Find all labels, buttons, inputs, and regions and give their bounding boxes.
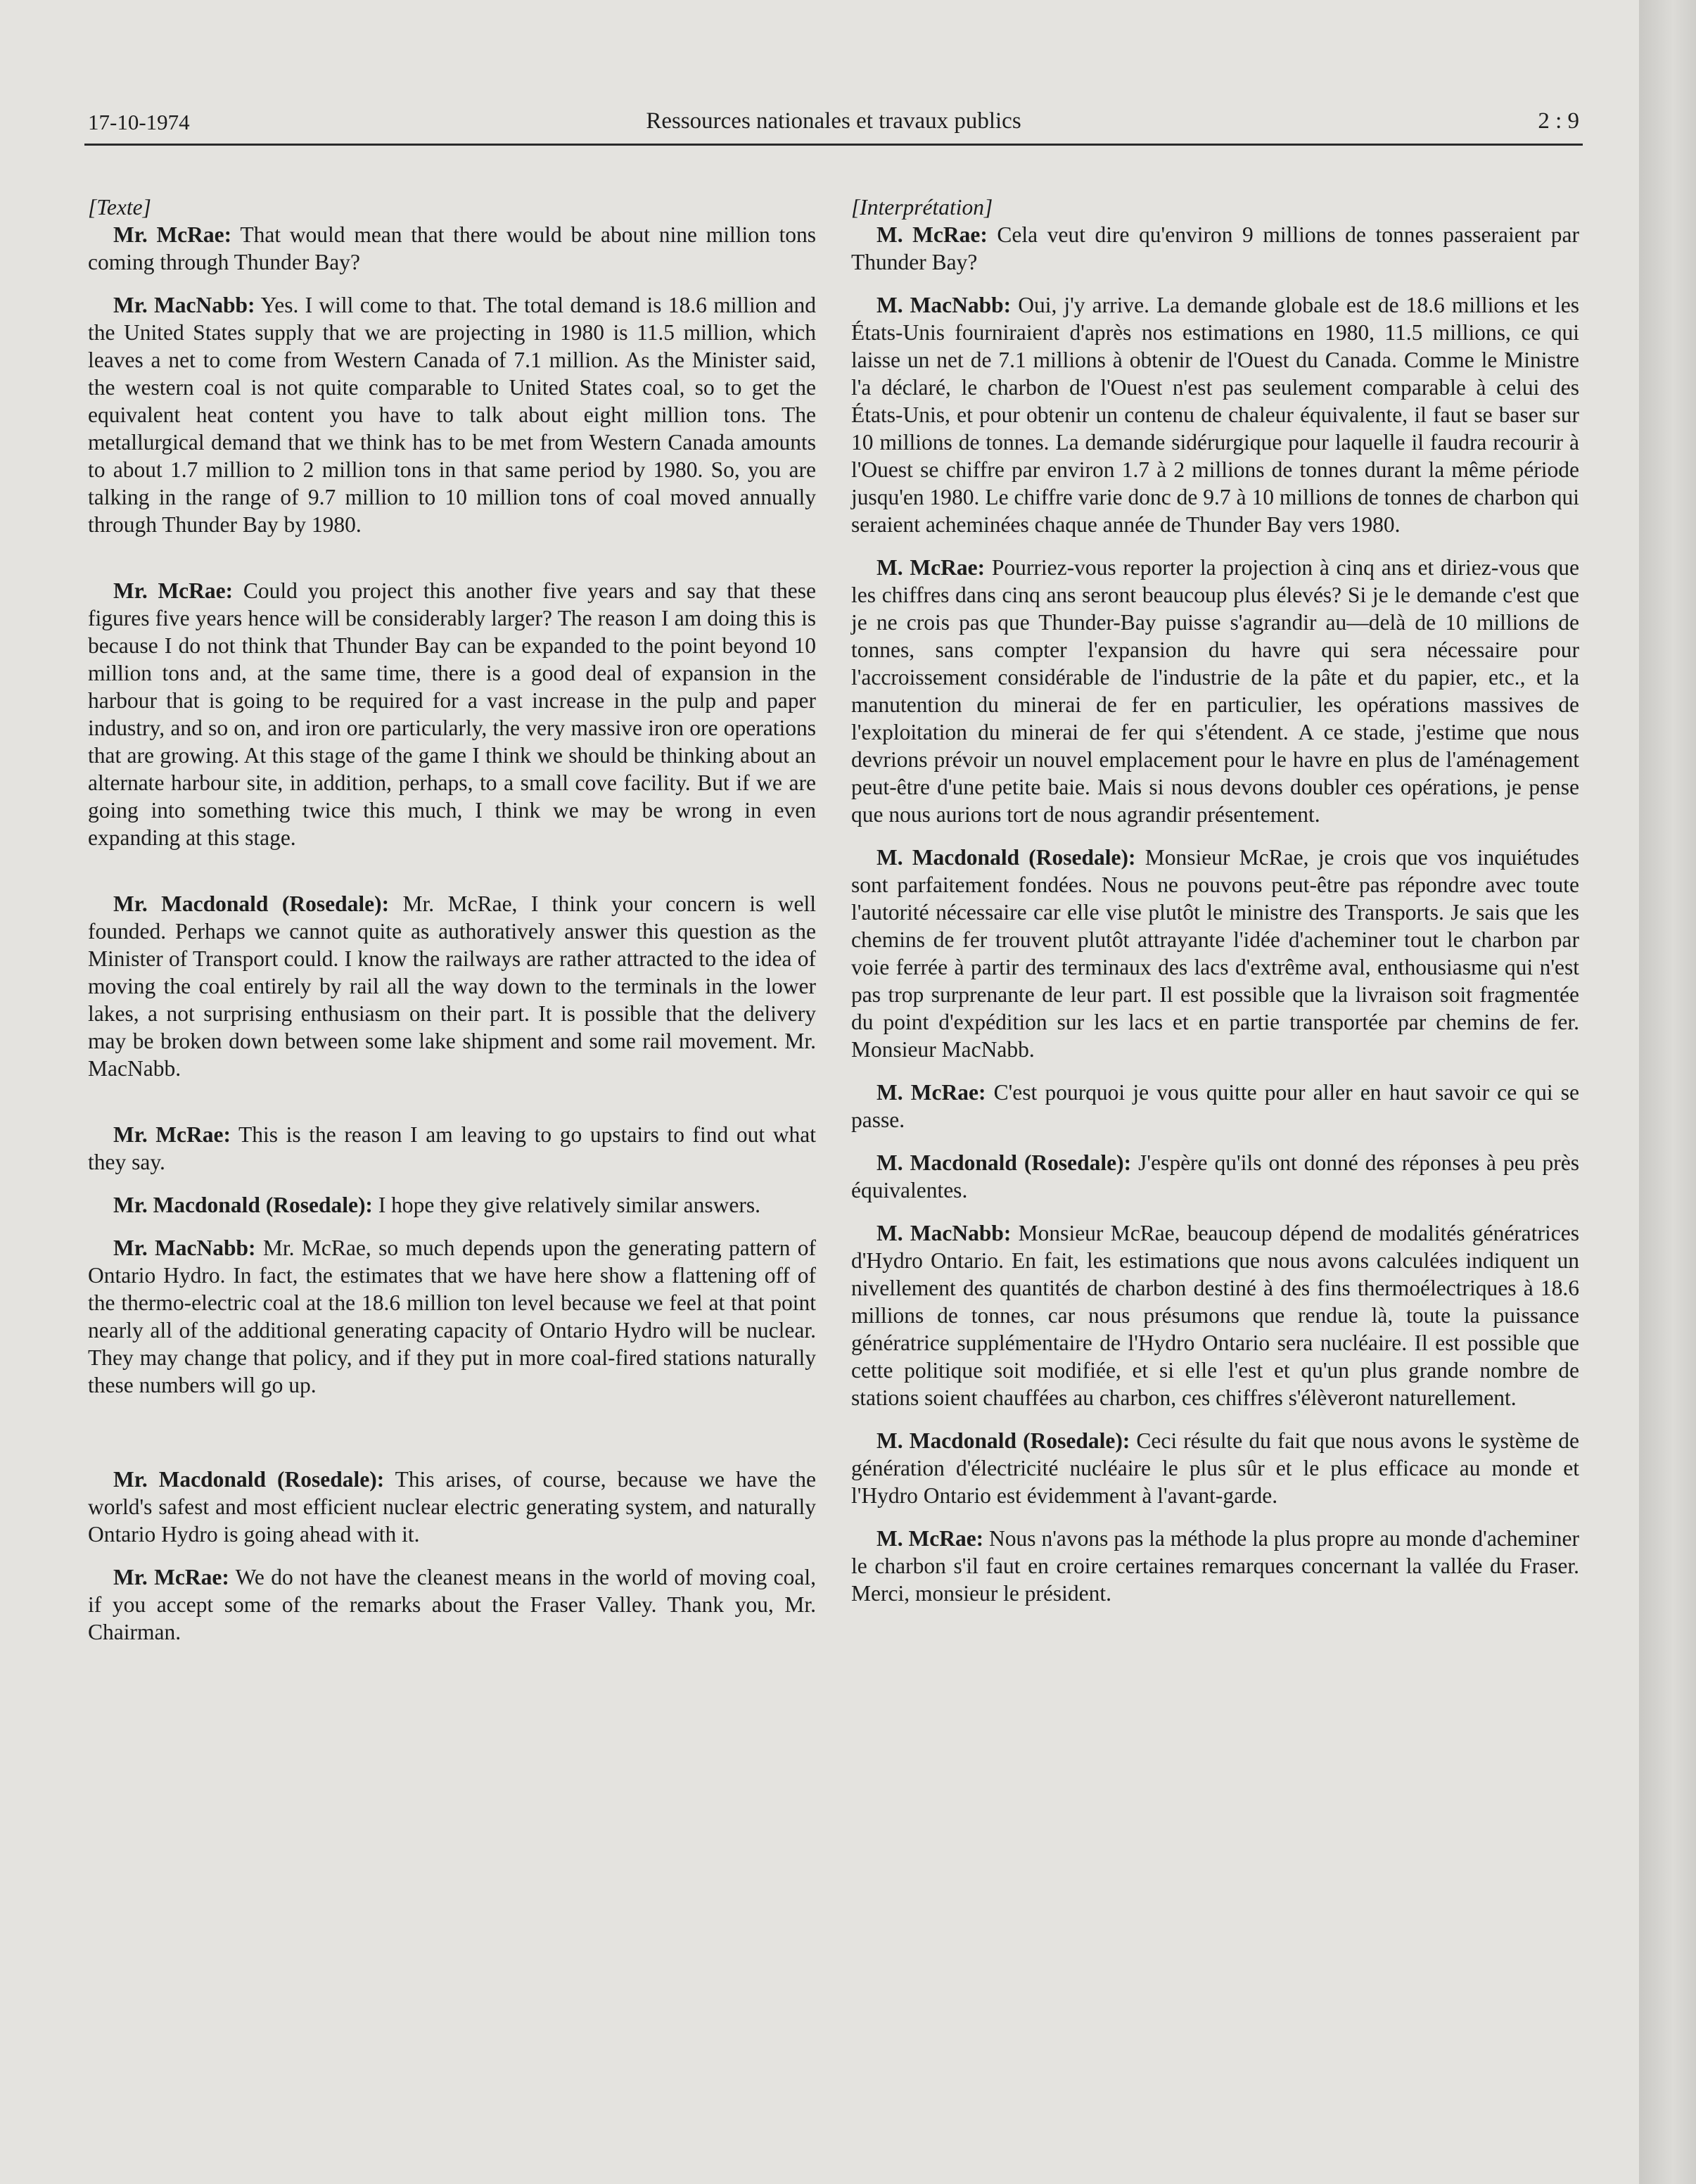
paragraph bbox=[88, 1234, 816, 1399]
paragraph-text: J'espère qu'ils ont donné des réponses à peu près équivalentes. bbox=[851, 1150, 1579, 1202]
speaker: Mr. McRae: bbox=[113, 1122, 231, 1147]
page-header bbox=[88, 106, 1579, 141]
speaker: M. McRae: bbox=[876, 555, 986, 580]
paragraph-text: Could you project this another five years and say that these figures five years hence will be considerably larger? The reason I am doing this is because I do not think that Thunder Bay can be expanded to the point beyond 10 million tons and, at the same time, there is a good deal of expansion in the harbour that is going to be required for a vast increase in the pulp and paper industry, and so on, and iron ore particularly, the very massive iron ore operations that are growing. At this stage of the game I think we should be thinking about an alternate harbour site, in addition, perhaps, to a small cove facility. But if we are going into something twice this much, I think we may be wrong in even expanding at this stage. bbox=[88, 578, 816, 850]
paragraph-text: Nous n'avons pas la méthode la plus propre au monde d'acheminer le charbon s'il faut en croire certaines remarques concernant la vallée du Fraser. Merci, monsieur le président. bbox=[851, 1526, 1579, 1606]
paragraph-text: Cela veut dire qu'environ 9 millions de tonnes passeraient par Thunder Bay? bbox=[851, 222, 1579, 274]
header-rule bbox=[84, 144, 1583, 146]
paragraph bbox=[88, 577, 816, 851]
paragraph bbox=[88, 1563, 816, 1646]
paragraph bbox=[851, 291, 1579, 538]
speaker: M. McRae: bbox=[876, 1080, 986, 1105]
speaker: Mr. MacNabb: bbox=[113, 293, 255, 317]
paragraph bbox=[88, 1121, 816, 1176]
speaker: M. McRae: bbox=[876, 1526, 984, 1551]
paragraph bbox=[851, 844, 1579, 1063]
english-column bbox=[88, 193, 816, 1661]
paragraph bbox=[88, 291, 816, 538]
speaker: M. MacNabb: bbox=[876, 293, 1012, 317]
paragraph-text: C'est pourquoi je vous quitte pour aller en haut savoir ce qui se passe. bbox=[851, 1080, 1579, 1132]
french-column bbox=[851, 193, 1579, 1623]
header-title: Ressources nationales et travaux publics bbox=[646, 108, 1021, 134]
paragraph bbox=[88, 221, 816, 276]
paragraph bbox=[851, 1219, 1579, 1411]
page-edge bbox=[1639, 0, 1696, 2184]
paragraph bbox=[88, 1466, 816, 1548]
paragraph-text: Mr. McRae, so much depends upon the generating pattern of Ontario Hydro. In fact, the estimates that we have here show a flattening off of the thermo-electric coal at the 18.6 million ton level because we feel at that point nearly all of the additional generating capacity of Ontario Hydro will be nuclear. They may change that policy, and if they put in more coal-fired stations naturally these numbers will go up. bbox=[88, 1236, 816, 1397]
paragraph bbox=[851, 1525, 1579, 1607]
paragraph bbox=[851, 1427, 1579, 1509]
paragraph-text: Oui, j'y arrive. La demande globale est de 18.6 millions et les États-Unis fourniraient d'après nos estimations en 1980, 11.5 millions, ce qui laisse un net de 7.1 millions à obtenir de l'Ouest du Canada. Comme le Ministre l'a déclaré, le charbon de l'Ouest n'est pas seulement comparable à celui des États-Unis, et pour obtenir un contenu de chaleur équivalente, il faut se baser sur 10 millions de tonnes. La demande sidérurgique pour laquelle il faudra recourir à l'Ouest se chiffre par environ 1.7 à 2 millions de tonnes durant la même période jusqu'en 1980. Le chiffre varie donc de 9.7 à 10 millions de tonnes de charbon qui seraient acheminées chaque année de Thunder Bay vers 1980. bbox=[851, 293, 1579, 537]
paragraph-text: Ceci résulte du fait que nous avons le système de génération d'électricité nucléaire le plus sûr et le plus efficace au monde et l'Hydro Ontario est évidemment à l'avant-garde. bbox=[851, 1428, 1579, 1508]
section-tag-french: [Interprétation] bbox=[851, 195, 993, 220]
paragraph-text: We do not have the cleanest means in the world of moving coal, if you accept some of the remarks about the Fraser Valley. Thank you, Mr. Chairman. bbox=[88, 1565, 816, 1644]
header-date: 17-10-1974 bbox=[88, 110, 190, 134]
page-number: 2 : 9 bbox=[1538, 108, 1579, 134]
paragraph-text: This arises, of course, because we have the world's safest and most efficient nuclear electric generating system, and naturally Ontario Hydro is going ahead with it. bbox=[88, 1467, 816, 1547]
paragraph bbox=[88, 890, 816, 1082]
paragraph-text: Monsieur McRae, je crois que vos inquiétudes sont parfaitement fondées. Nous ne pouvons peut-être pas répondre avec toute l'autorité nécessaire car elle vise plutôt le ministre des Transports. Je sais que les chemins de fer trouvent plutôt attrayante l'idée d'acheminer tout le charbon par voie ferrée à partir des terminaux des lacs d'extrême aval, enthousiasme qui n'est pas trop surprenante de leur part. Il est possible que la livraison soit fragmentée du point d'expédition sur les lacs et en partie transportée par chemins de fer. Monsieur MacNabb. bbox=[851, 845, 1579, 1062]
speaker: Mr. MacNabb: bbox=[113, 1236, 256, 1260]
paragraph bbox=[851, 1149, 1579, 1204]
speaker: M. Macdonald (Rosedale): bbox=[876, 1150, 1132, 1175]
paragraph bbox=[88, 1191, 816, 1219]
speaker: M. Macdonald (Rosedale): bbox=[876, 1428, 1130, 1453]
speaker: Mr. Macdonald (Rosedale): bbox=[113, 1467, 385, 1492]
paragraph-text: I hope they give relatively similar answers. bbox=[372, 1193, 761, 1217]
paragraph-text: Monsieur McRae, beaucoup dépend de modalités génératrices d'Hydro Ontario. En fait, les estimations que nous avons calculées indiquent un nivellement des quantités de charbon destiné à des fins thermoélectriques à 18.6 millions de tonnes, car nous présumons que rendue là, toute la puissance génératrice supplémentaire de l'Hydro Ontario sera nucléaire. Il est possible que cette politique soit modifiée, et si elle l'est et qu'un plus grande nombre de stations soient chauffées au charbon, ces chiffres s'élèveront naturellement. bbox=[851, 1221, 1579, 1410]
section-tag-english: [Texte] bbox=[88, 195, 151, 220]
speaker: M. McRae: bbox=[876, 222, 988, 247]
paragraph-text: That would mean that there would be about nine million tons coming through Thunder Bay? bbox=[88, 222, 816, 274]
paragraph-text: Yes. I will come to that. The total demand is 18.6 million and the United States supply that we are projecting in 1980 is 11.5 million, which leaves a net to come from Western Canada of 7.1 million. As the Minister said, the western coal is not quite comparable to United States coal, so to get the equivalent heat content you have to talk about eight million tons. The metallurgical demand that we think has to be met from Western Canada amounts to about 1.7 million to 2 million tons in that same period by 1980. So, you are talking in the range of 9.7 million to 10 million tons of coal moved annually through Thunder Bay by 1980. bbox=[88, 293, 817, 537]
paragraph-text: Mr. McRae, I think your concern is well founded. Perhaps we cannot quite as authoratively answer this question as the Minister of Transport could. I know the railways are rather attracted to the idea of moving the coal entirely by rail all the way down to the terminals in the lower lakes, a not surprising enthusiasm on their part. It is possible that the delivery may be broken down between some lake shipment and some rail movement. Mr. MacNabb. bbox=[88, 891, 816, 1081]
speaker: Mr. McRae: bbox=[113, 222, 232, 247]
speaker: M. MacNabb: bbox=[876, 1221, 1012, 1245]
speaker: Mr. McRae: bbox=[113, 1565, 229, 1589]
paragraph-text: This is the reason I am leaving to go upstairs to find out what they say. bbox=[88, 1122, 816, 1174]
paragraph bbox=[851, 554, 1579, 828]
speaker: Mr. Macdonald (Rosedale): bbox=[113, 1193, 373, 1217]
paragraph bbox=[851, 221, 1579, 276]
paragraph bbox=[851, 1079, 1579, 1134]
speaker: Mr. McRae: bbox=[113, 578, 234, 603]
speaker: Mr. Macdonald (Rosedale): bbox=[113, 891, 390, 916]
speaker: M. Macdonald (Rosedale): bbox=[876, 845, 1136, 870]
paragraph-text: Pourriez-vous reporter la projection à cinq ans et diriez-vous que les chiffres dans cinq ans seront beaucoup plus élevés? Si je le demande c'est que je ne crois pas que Thunder-Bay puisse s'agrandir au—delà de 10 millions de tonnes, sans compter l'expansion du havre qui sera nécessaire pour l'accroissement considérable de l'industrie de la pâte et du papier, etc., et la manutention du minerai de fer en particulier, les opérations massives de l'exploitation du minerai de fer qui s'étendent. A ce stade, j'estime que nous devrions prévoir un nouvel emplacement pour le havre en plus de l'aménagement peut-être d'une petite baie. Mais si nous devons doubler ces opérations, je pense que nous aurions tort de nous agrandir présentement. bbox=[851, 555, 1579, 827]
